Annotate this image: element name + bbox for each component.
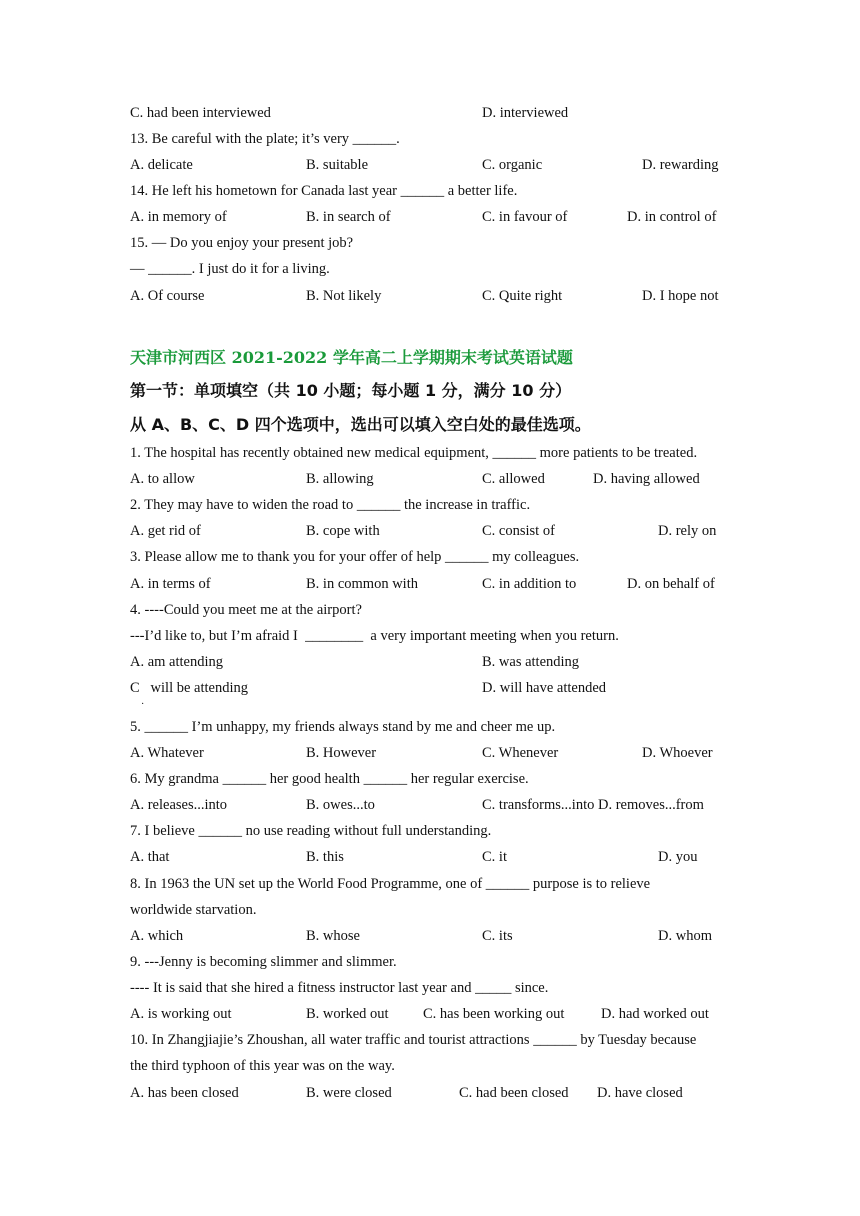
q13-option-b: B. suitable — [306, 157, 369, 173]
q14-stem: 14. He left his hometown for Canada last year ______ a better life. — [130, 183, 518, 199]
q9-option-a: A. is working out — [130, 1006, 232, 1022]
q3-option-d: D. on behalf of — [627, 576, 715, 592]
q3-option-c: C. in addition to — [482, 576, 577, 592]
q4-reply: ---I’d like to, but I’m afraid I ________ a very important meeting when you return. — [130, 628, 619, 644]
q8-option-c: C. its — [482, 928, 513, 944]
q6-option-b: B. owes...to — [306, 797, 375, 813]
q9-option-b: B. worked out — [306, 1006, 389, 1022]
q3-option-a: A. in terms of — [130, 576, 211, 592]
q15-reply: — ______. I just do it for a living. — [130, 261, 330, 277]
q13-option-a: A. delicate — [130, 157, 193, 173]
exam-title: 天津市河西区 2021-2022 学年高二上学期期末考试英语试题 — [130, 348, 573, 367]
q15-option-b: B. Not likely — [306, 288, 382, 304]
q3-option-b: B. in common with — [306, 576, 418, 592]
q1-option-c: C. allowed — [482, 471, 545, 487]
q7-option-c: C. it — [482, 849, 507, 865]
q14-option-a: A. in memory of — [130, 209, 227, 225]
q5-option-d: D. Whoever — [642, 745, 713, 761]
q2-stem: 2. They may have to widen the road to ______ the increase in traffic. — [130, 497, 531, 513]
q10-option-d: D. have closed — [597, 1085, 683, 1101]
q8-option-a: A. which — [130, 928, 184, 944]
q2-option-a: A. get rid of — [130, 523, 201, 539]
q4-stem: 4. ----Could you meet me at the airport? — [130, 602, 362, 618]
q4-option-d: D. will have attended — [482, 680, 607, 696]
q8-stem-cont: worldwide starvation. — [130, 902, 257, 918]
q14-option-c: C. in favour of — [482, 209, 568, 225]
q9-stem: 9. ---Jenny is becoming slimmer and slimmer. — [130, 954, 397, 970]
q9-option-d: D. had worked out — [601, 1006, 709, 1022]
q15-option-a: A. Of course — [130, 288, 205, 304]
q2-option-c: C. consist of — [482, 523, 555, 539]
q5-option-a: A. Whatever — [130, 745, 204, 761]
q10-stem-cont: the third typhoon of this year was on the way. — [130, 1058, 395, 1074]
q4-option-c: C will be attending — [130, 680, 248, 696]
q5-stem: 5. ______ I’m unhappy, my friends always stand by me and cheer me up. — [130, 719, 556, 735]
instruction: 从 A、B、C、D 四个选项中，选出可以填入空白处的最佳选项。 — [130, 415, 591, 434]
q1-stem: 1. The hospital has recently obtained new medical equipment, ______ more patients to be treated. — [130, 445, 698, 461]
q9-reply: ---- It is said that she hired a fitness instructor last year and _____ since. — [130, 980, 549, 996]
q10-option-a: A. has been closed — [130, 1085, 239, 1101]
q6-option-a: A. releases...into — [130, 797, 228, 813]
q1-option-d: D. having allowed — [593, 471, 700, 487]
q13-stem: 13. Be careful with the plate; it’s very ______. — [130, 131, 400, 147]
q10-option-b: B. were closed — [306, 1085, 392, 1101]
q2-option-d: D. rely on — [658, 523, 717, 539]
q10-stem: 10. In Zhangjiajie’s Zhoushan, all water traffic and tourist attractions ______ by Tuesday because — [130, 1032, 697, 1048]
stray-dot: · — [141, 699, 145, 710]
q6-option-cd: C. transforms...into D. removes...from — [482, 797, 704, 813]
q15-option-c: C. Quite right — [482, 288, 563, 304]
q10-option-c: C. had been closed — [459, 1085, 569, 1101]
q7-option-b: B. this — [306, 849, 344, 865]
q9-option-c: C. has been working out — [423, 1006, 565, 1022]
q8-stem: 8. In 1963 the UN set up the World Food Programme, one of ______ purpose is to relieve — [130, 876, 651, 892]
q7-option-d: D. you — [658, 849, 698, 865]
q5-option-c: C. Whenever — [482, 745, 559, 761]
q8-option-d: D. whom — [658, 928, 712, 944]
q1-option-b: B. allowing — [306, 471, 374, 487]
q3-stem: 3. Please allow me to thank you for your offer of help ______ my colleagues. — [130, 549, 580, 565]
q2-option-b: B. cope with — [306, 523, 380, 539]
q4-option-a: A. am attending — [130, 654, 224, 670]
part-heading: 第一节：单项填空（共 10 小题；每小题 1 分，满分 10 分） — [130, 381, 572, 400]
q12-option-c: C. had been interviewed — [130, 105, 271, 121]
q7-stem: 7. I believe ______ no use reading without full understanding. — [130, 823, 492, 839]
q13-option-d: D. rewarding — [642, 157, 719, 173]
q15-option-d: D. I hope not — [642, 288, 719, 304]
q5-option-b: B. However — [306, 745, 377, 761]
q12-option-d: D. interviewed — [482, 105, 569, 121]
q1-option-a: A. to allow — [130, 471, 195, 487]
q14-option-b: B. in search of — [306, 209, 391, 225]
q13-option-c: C. organic — [482, 157, 543, 173]
q15-stem: 15. — Do you enjoy your present job? — [130, 235, 354, 251]
q8-option-b: B. whose — [306, 928, 360, 944]
q7-option-a: A. that — [130, 849, 170, 865]
q6-stem: 6. My grandma ______ her good health ______ her regular exercise. — [130, 771, 529, 787]
q4-option-b: B. was attending — [482, 654, 580, 670]
q14-option-d: D. in control of — [627, 209, 717, 225]
